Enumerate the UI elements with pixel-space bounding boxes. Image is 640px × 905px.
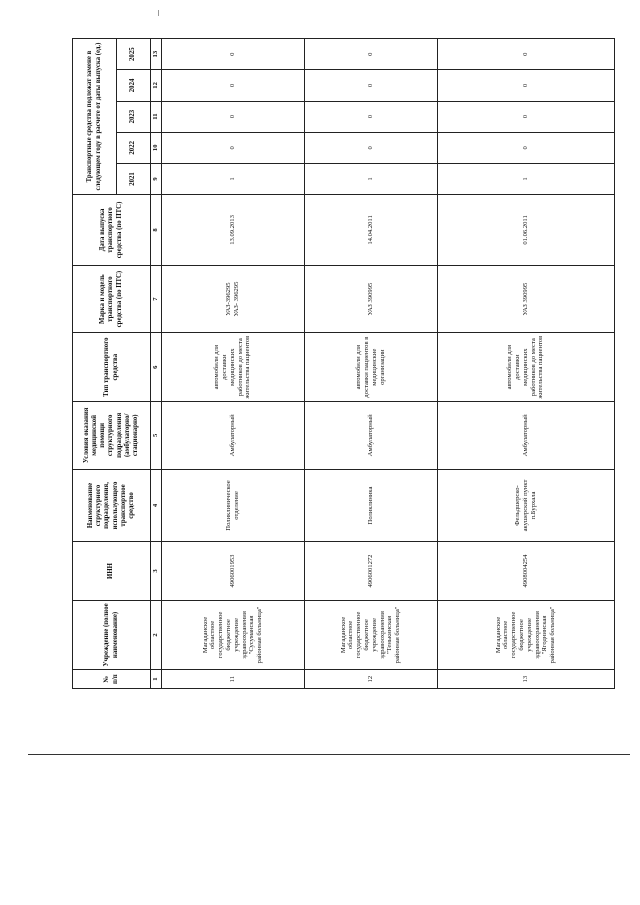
row-year-value: 0: [437, 39, 614, 70]
row-institution: Магаданское областное государственное бюджетное учреждение здравоохранения "Ягоднинская районная больница": [437, 600, 614, 670]
column-number: 3: [151, 542, 162, 600]
column-number: 8: [151, 195, 162, 266]
row-year-value: 0: [161, 70, 304, 101]
row-conditions: Амбулаторный: [437, 402, 614, 470]
row-year-value: 0: [304, 70, 437, 101]
row-unit: Поликлиника: [304, 469, 437, 542]
column-number: 2: [151, 600, 162, 670]
column-number: 13: [151, 39, 162, 70]
vehicle-register-table: [72, 38, 615, 689]
row-year-value: 1: [437, 163, 614, 194]
column-number: 6: [151, 333, 162, 402]
row-year-value: 0: [161, 39, 304, 70]
column-number: 9: [151, 163, 162, 194]
row-no: 11: [161, 670, 304, 689]
header-year: 2022: [117, 132, 151, 163]
row-conditions: Амбулаторный: [161, 402, 304, 470]
row-year-value: 0: [304, 39, 437, 70]
row-year-value: 0: [304, 101, 437, 132]
header-conditions: Условия оказания медицинской помощи структурного подразделения (амбулаторно/ стационарно): [73, 402, 151, 470]
header-unit: Наименование структурного подразделения, использующего транспортное средство: [73, 469, 151, 542]
rotated-table-wrapper: [72, 38, 613, 689]
table-row: [304, 39, 437, 689]
row-vehicle-type: автомобили для доставки медицинских работников до места жительства пациентов: [161, 333, 304, 402]
header-brand-model: Марка и модель транспортного средства (по ПТС): [73, 265, 151, 333]
column-number: 12: [151, 70, 162, 101]
row-release-date: 01.06.2011: [437, 195, 614, 266]
header-replacement-group: Транспортные средства подлежат замене в следующем году в расчете от даты выпуска (ед.): [73, 39, 117, 195]
row-inn: 4906001953: [161, 542, 304, 600]
row-year-value: 0: [161, 132, 304, 163]
header-row-1: [73, 39, 117, 689]
row-release-date: 13.09.2013: [161, 195, 304, 266]
row-inn: 4906001272: [304, 542, 437, 600]
header-year: 2025: [117, 39, 151, 70]
row-brand-model: УАЗ 390995: [437, 265, 614, 333]
header-year: 2023: [117, 101, 151, 132]
row-year-value: 1: [161, 163, 304, 194]
row-unit: Поликлиническое отделение: [161, 469, 304, 542]
row-year-value: 0: [161, 101, 304, 132]
column-number: 5: [151, 402, 162, 470]
row-year-value: 0: [437, 132, 614, 163]
table-row: [437, 39, 614, 689]
row-vehicle-type: автомобили для доставки медицинских работников до места жительства пациентов: [437, 333, 614, 402]
row-vehicle-type: автомобили для доставки пациентов в медицинские организации: [304, 333, 437, 402]
page-separator-line: [28, 754, 630, 755]
row-unit: Фельдшерско-акушерский пункт п.Бурхала: [437, 469, 614, 542]
header-year: 2021: [117, 163, 151, 194]
scan-speck: [158, 10, 159, 16]
column-number: 1: [151, 670, 162, 689]
row-institution: Магаданское областное государственное бюджетное учреждение здравоохранения "Сусуманская районная больница": [161, 600, 304, 670]
header-no: № п/п: [73, 670, 151, 689]
row-brand-model: УАЗ 390995: [304, 265, 437, 333]
column-number: 7: [151, 265, 162, 333]
row-year-value: 1: [304, 163, 437, 194]
table-row: [161, 39, 304, 689]
row-conditions: Амбулаторный: [304, 402, 437, 470]
row-year-value: 0: [437, 101, 614, 132]
row-no: 13: [437, 670, 614, 689]
row-institution: Магаданское областное государственное бюджетное учреждение здравоохранения "Тенькинская районная больница": [304, 600, 437, 670]
header-institution: Учреждение (полное наименование): [73, 600, 151, 670]
column-number: 10: [151, 132, 162, 163]
row-brand-model: УАЗ-396295 УАЗ- 396295: [161, 265, 304, 333]
header-release-date: Дата выпуска транспортного средства (по ПТС): [73, 195, 151, 266]
row-inn: 4908004254: [437, 542, 614, 600]
header-year: 2024: [117, 70, 151, 101]
row-release-date: 14.04.2011: [304, 195, 437, 266]
header-vehicle-type: Тип транспортного средства: [73, 333, 151, 402]
header-inn: ИНН: [73, 542, 151, 600]
row-year-value: 0: [437, 70, 614, 101]
column-number-row: [151, 39, 162, 689]
column-number: 11: [151, 101, 162, 132]
column-number: 4: [151, 469, 162, 542]
row-year-value: 0: [304, 132, 437, 163]
row-no: 12: [304, 670, 437, 689]
